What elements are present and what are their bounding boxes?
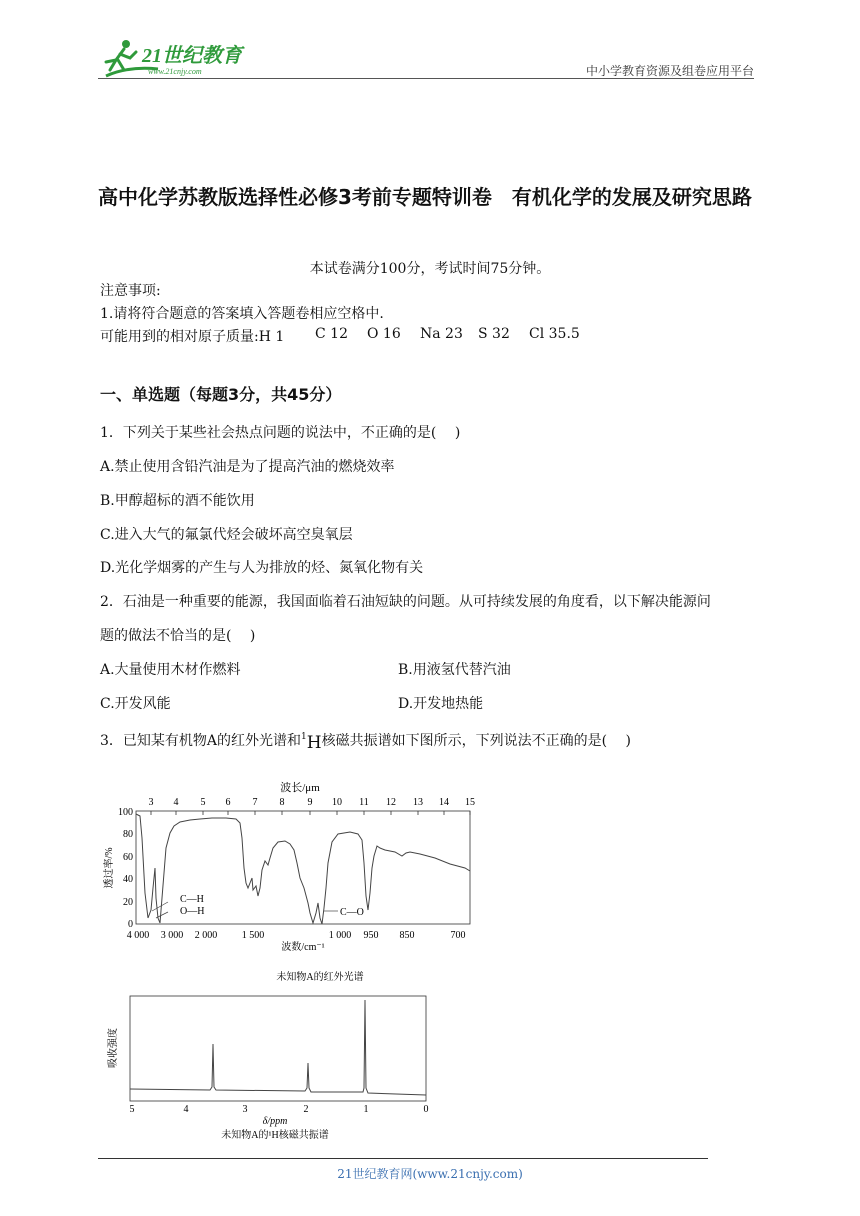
ir-top-tick-label: 6	[225, 797, 231, 808]
nmr-x-tick-label: 1	[363, 1104, 369, 1115]
platform-name: 中小学教育资源及组卷应用平台	[585, 64, 754, 78]
nmr-x-tick-label: 0	[423, 1104, 429, 1115]
ir-x-axis-label: 波数/cm⁻¹	[281, 942, 325, 953]
mass-c: C 12	[315, 326, 348, 342]
footer-divider	[98, 1158, 708, 1159]
question-1-option-b: B.甲醇超标的酒不能饮用	[100, 493, 255, 509]
question-1-option-c: C.进入大气的氟氯代烃会破坏高空臭氧层	[100, 527, 353, 543]
ir-top-tick-label: 11	[359, 797, 369, 808]
ir-top-tick-label: 5	[200, 797, 206, 808]
ir-annotation-co: C—O	[340, 907, 364, 918]
ir-annotation-ch: C—H	[180, 894, 204, 905]
ir-x-tick-label: 3 000	[160, 930, 184, 941]
logo-icon	[98, 36, 258, 80]
question-2-option-c: C.开发风能	[100, 696, 171, 712]
question-2-option-b: B.用液氢代替汽油	[398, 662, 511, 678]
logo-url: www.21cnjy.com	[148, 67, 202, 76]
logo	[98, 36, 258, 80]
question-3-stem	[100, 730, 631, 753]
ir-top-axis-label: 波长/μm	[280, 782, 320, 794]
ir-caption: 未知物A的红外光谱	[276, 972, 364, 983]
ir-y-axis-label: 透过率/%	[104, 847, 115, 889]
atomic-masses-label: 可能用到的相对原子质量:H 1	[100, 329, 285, 345]
footer-link[interactable]: 21世纪教育网(www.21cnjy.com)	[337, 1167, 523, 1181]
ir-top-tick-label: 15	[465, 797, 475, 808]
ir-top-tick-label: 9	[307, 797, 313, 808]
ir-top-tick-label: 3	[148, 797, 154, 808]
ir-annotation-oh: O—H	[180, 906, 205, 917]
ir-x-tick-label: 2 000	[194, 930, 218, 941]
question-1-option-a: A.禁止使用含铅汽油是为了提高汽油的燃烧效率	[100, 459, 395, 475]
isotope-superscript: 1	[301, 732, 307, 742]
nmr-y-axis-label: 吸收强度	[108, 1028, 119, 1068]
ir-top-tick-label: 12	[386, 797, 396, 808]
ir-top-tick-label: 10	[332, 797, 342, 808]
ir-y-tick-label: 100	[118, 807, 133, 818]
ir-x-tick-label: 950	[363, 930, 379, 941]
ir-y-tick-label: 20	[123, 897, 133, 908]
exam-info: 本试卷满分100分，考试时间75分钟。	[309, 261, 551, 277]
question-2-stem-line1: 2．石油是一种重要的能源，我国面临着石油短缺的问题。从可持续发展的角度看，以下解决能源问	[100, 594, 711, 610]
nmr-x-axis-label: δ/ppm	[262, 1116, 288, 1127]
nmr-x-tick-label: 3	[242, 1104, 248, 1115]
logo-text: 21世纪教育	[142, 45, 242, 67]
ir-top-tick-label: 14	[439, 797, 449, 808]
nmr-spectrum-chart	[100, 992, 440, 1144]
ir-top-tick-label: 13	[413, 797, 423, 808]
nmr-plot-frame	[130, 996, 426, 1101]
ir-x-tick-label: 850	[399, 930, 415, 941]
ir-y-tick-label: 60	[123, 852, 133, 863]
ir-y-tick-label: 40	[123, 874, 133, 885]
question-1-stem: 1．下列关于某些社会热点问题的说法中，不正确的是( )	[100, 425, 461, 441]
ir-x-tick-label: 1 500	[241, 930, 265, 941]
nmr-x-tick-label: 5	[129, 1104, 135, 1115]
ir-top-tick-label: 8	[279, 797, 285, 808]
header-divider	[98, 78, 754, 79]
mass-cl: Cl 35.5	[529, 326, 580, 342]
question-3-stem-post: 核磁共振谱如下图所示，下列说法不正确的是( )	[321, 733, 631, 749]
nmr-x-tick-label: 4	[183, 1104, 189, 1115]
question-2-stem-line2: 题的做法不恰当的是( )	[100, 628, 256, 644]
ir-x-tick-label: 1 000	[328, 930, 352, 941]
ir-spectrum-chart	[100, 778, 480, 988]
page-title: 高中化学苏教版选择性必修3考前专题特训卷 有机化学的发展及研究思路	[98, 185, 752, 209]
mass-s: S 32	[478, 326, 510, 342]
nmr-x-tick-label: 2	[303, 1104, 309, 1115]
ir-x-tick-label: 700	[450, 930, 466, 941]
ir-y-tick-label: 0	[128, 919, 133, 930]
nmr-caption: 未知物A的¹H核磁共振谱	[221, 1130, 329, 1141]
question-2-option-d: D.开发地热能	[398, 696, 484, 712]
nmr-spectrum-line	[130, 1000, 426, 1095]
question-3-stem-pre: 3．已知某有机物A的红外光谱和	[100, 733, 302, 749]
mass-o: O 16	[367, 326, 401, 342]
notes-heading: 注意事项:	[100, 283, 161, 299]
mass-na: Na 23	[420, 326, 463, 342]
ir-y-tick-label: 80	[123, 829, 133, 840]
ir-x-tick-label: 4 000	[126, 930, 150, 941]
question-2-option-a: A.大量使用木材作燃料	[100, 662, 241, 678]
section-heading: 一、单选题（每题3分，共45分）	[100, 385, 342, 404]
hydrogen-symbol: H	[306, 733, 322, 753]
ir-top-tick-label: 4	[173, 797, 179, 808]
notes-item: 1.请将符合题意的答案填入答题卷相应空格中.	[100, 306, 384, 322]
question-1-option-d: D.光化学烟雾的产生与人为排放的烃、氮氧化物有关	[100, 560, 424, 576]
ir-top-tick-label: 7	[252, 797, 258, 808]
